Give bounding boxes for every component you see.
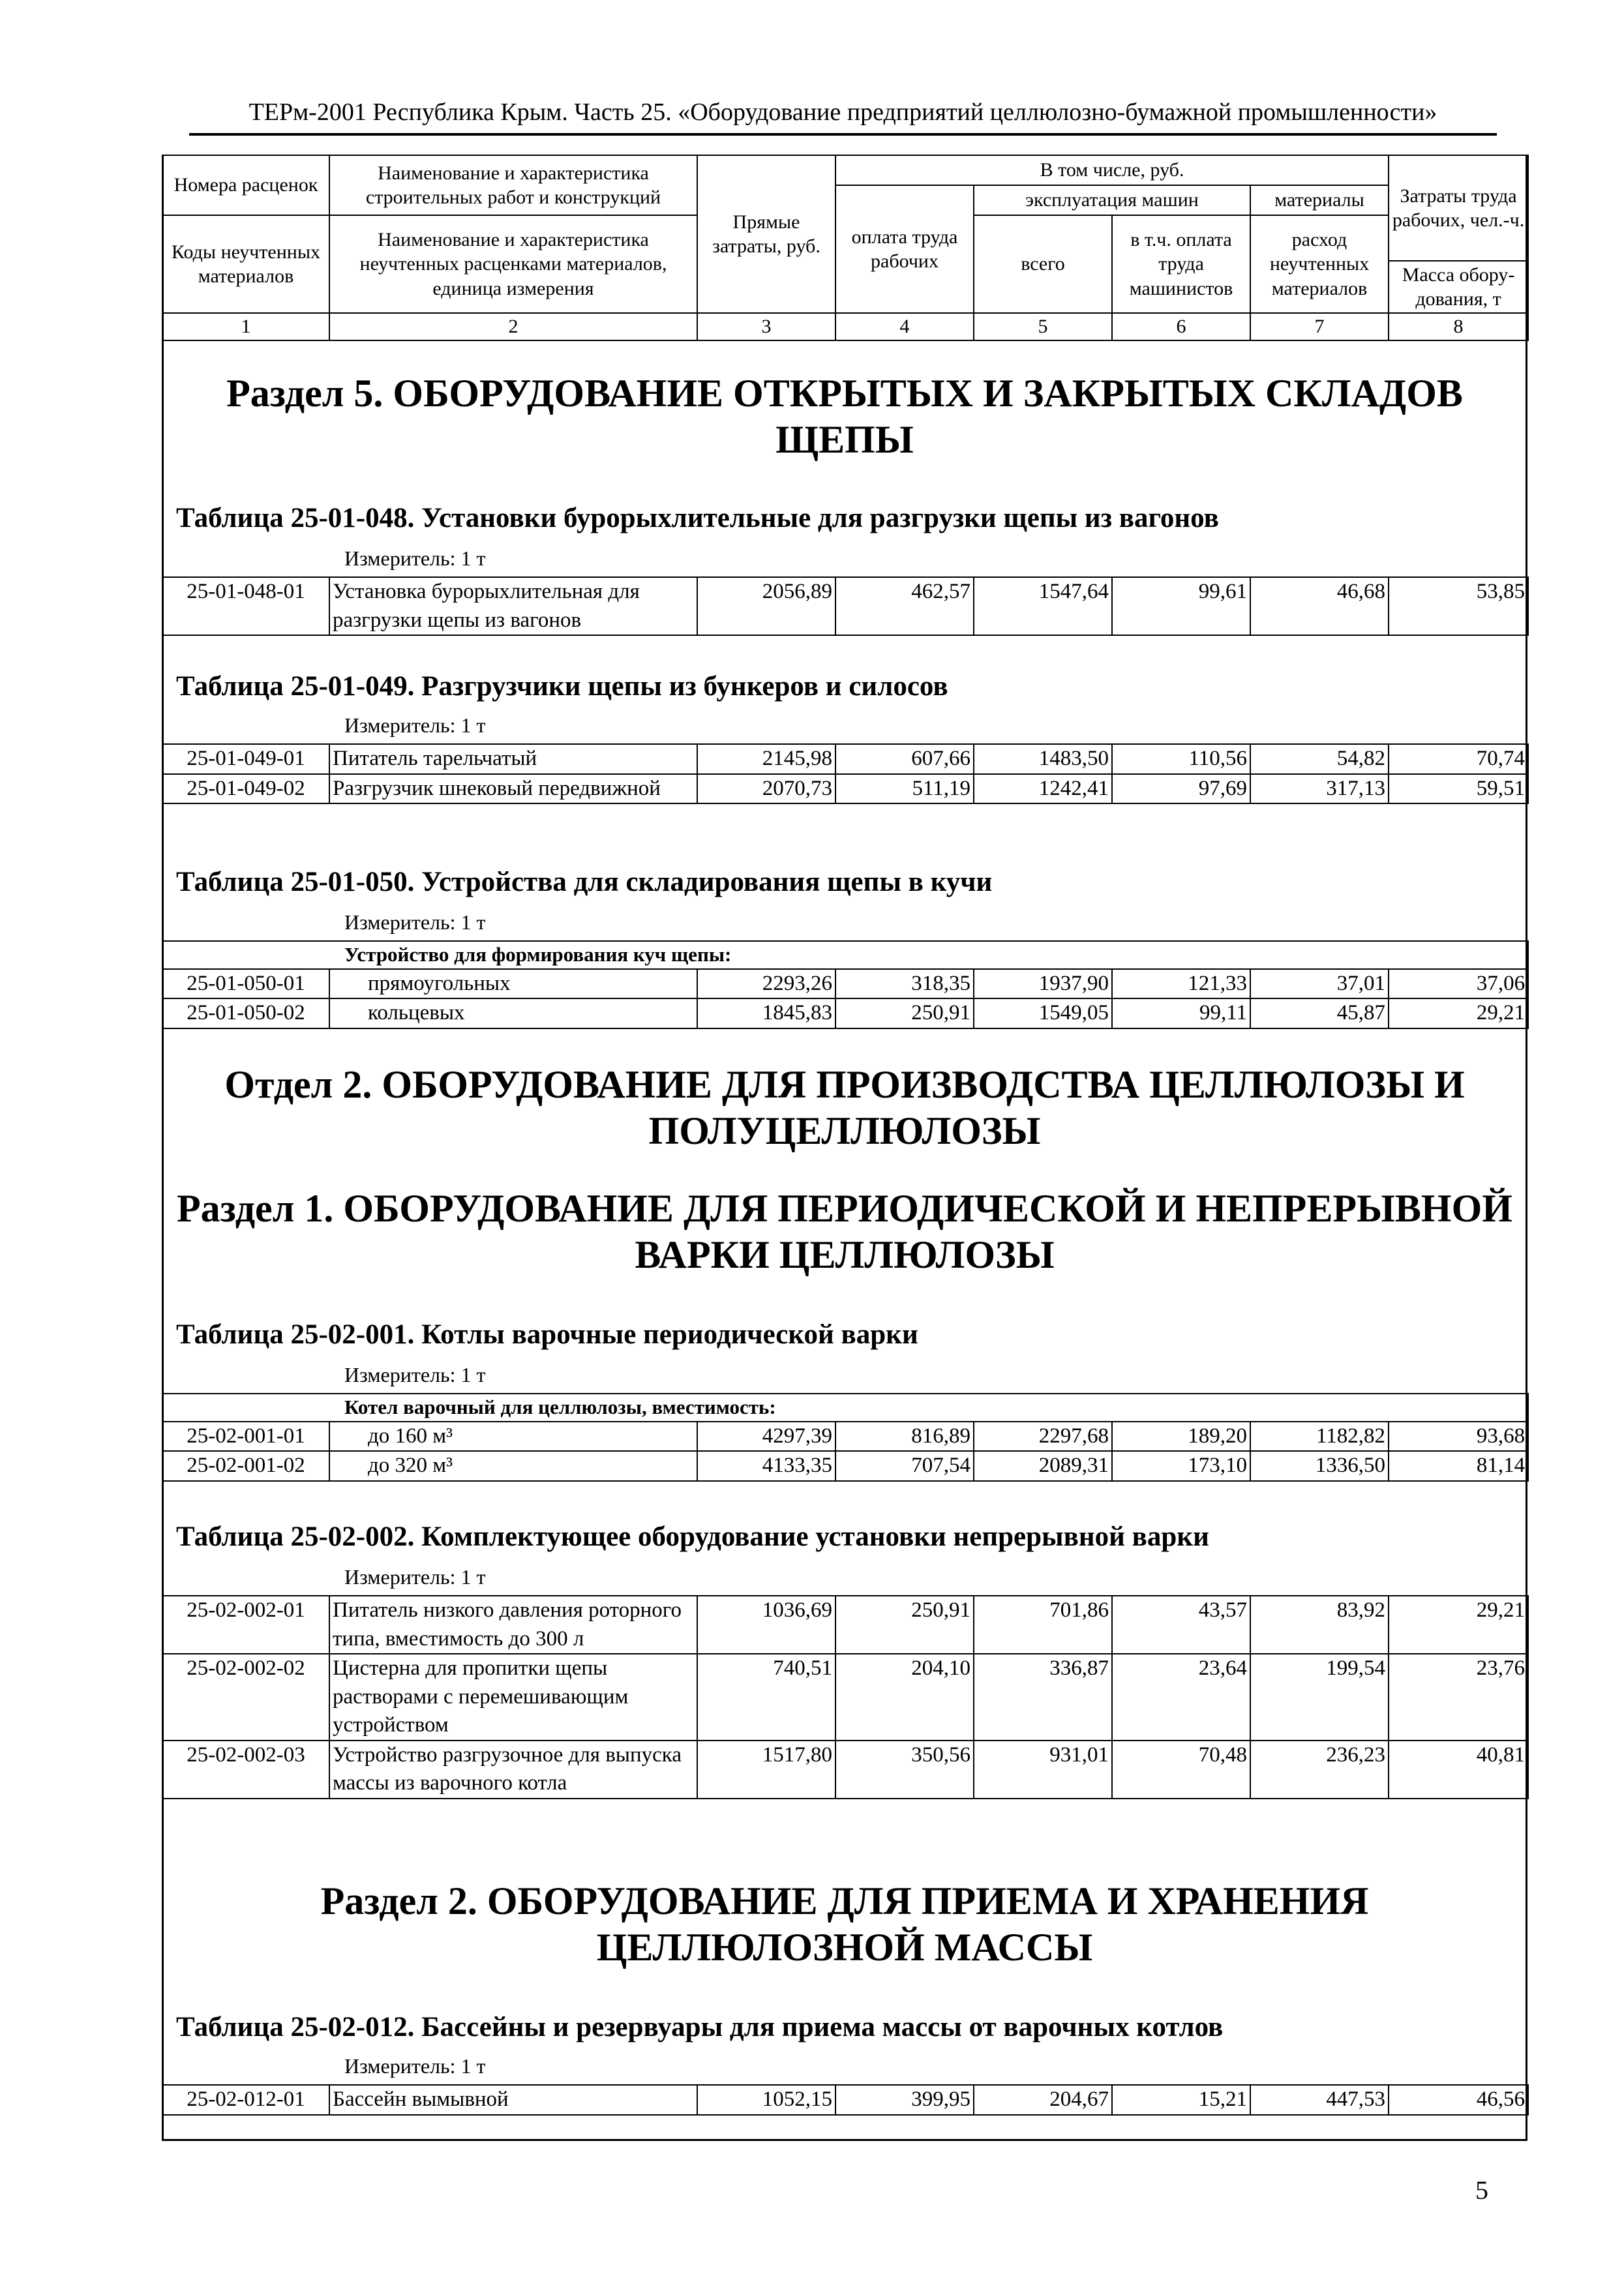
rates-table — [162, 940, 1529, 1029]
header-group: В том числе, руб. — [835, 155, 1389, 185]
header-col2-bottom: Наименование и характеристика неучтенных расценками материалов, единица измерения — [329, 215, 697, 313]
meter-label: Измеритель: 1 т — [344, 546, 486, 570]
meter-label: Измеритель: 1 т — [344, 713, 486, 737]
machinists-pay: 110,56 — [1112, 744, 1250, 774]
table-row — [162, 774, 1528, 804]
section-heading: Раздел 5. ОБОРУДОВАНИЕ ОТКРЫТЫХ И ЗАКРЫТЫХ СКЛАДОВ ЩЕПЫ — [226, 372, 1463, 461]
materials: 1182,82 — [1250, 1422, 1389, 1452]
table-row — [162, 969, 1528, 999]
header-col4: оплата труда рабочих — [835, 185, 974, 313]
rate-code: 25-01-049-01 — [162, 744, 329, 774]
labor-pay: 707,54 — [835, 1451, 974, 1481]
division-heading: Отдел 2. ОБОРУДОВАНИЕ ДЛЯ ПРОИЗВОДСТВА ЦЕЛЛЮЛОЗЫ И ПОЛУЦЕЛЛЮЛОЗЫ — [224, 1063, 1465, 1152]
column-header — [162, 155, 1529, 341]
rates-table — [162, 743, 1529, 804]
header-machines: эксплуатация машин — [974, 185, 1250, 215]
header-materials: материалы — [1250, 185, 1389, 215]
machines-total: 1549,05 — [974, 998, 1112, 1028]
labor-hours: 70,74 — [1389, 744, 1528, 774]
materials: 46,68 — [1250, 577, 1389, 635]
table-title: Таблица 25-01-050. Устройства для складирования щепы в кучи — [176, 867, 993, 897]
table-row — [162, 1451, 1528, 1481]
table-row — [162, 2085, 1528, 2115]
header-num: 2 — [329, 313, 697, 340]
materials: 45,87 — [1250, 998, 1389, 1028]
header-col8-bottom: Масса обору-дования, т — [1389, 261, 1528, 313]
header-num: 8 — [1389, 313, 1528, 340]
table-row — [162, 577, 1528, 635]
section-heading: Раздел 1. ОБОРУДОВАНИЕ ДЛЯ ПЕРИОДИЧЕСКОЙ И НЕПРЕРЫВНОЙ ВАРКИ ЦЕЛЛЮЛОЗЫ — [177, 1187, 1512, 1276]
direct-costs: 2145,98 — [697, 744, 835, 774]
rate-code: 25-02-001-02 — [162, 1451, 329, 1481]
machinists-pay: 99,11 — [1112, 998, 1250, 1028]
rate-name: Бассейн вымывной — [329, 2085, 697, 2115]
group-label: Котел варочный для целлюлозы, вместимость: — [162, 1394, 1528, 1422]
table-title: Таблица 25-01-048. Установки бурорыхлительные для разгрузки щепы из вагонов — [176, 503, 1219, 533]
machinists-pay: 70,48 — [1112, 1741, 1250, 1799]
table-title: Таблица 25-01-049. Разгрузчики щепы из бункеров и силосов — [176, 671, 948, 702]
materials: 447,53 — [1250, 2085, 1389, 2115]
rate-code: 25-01-050-02 — [162, 998, 329, 1028]
machines-total: 2089,31 — [974, 1451, 1112, 1481]
header-num: 1 — [162, 313, 329, 340]
rate-name: до 320 м³ — [329, 1451, 697, 1481]
labor-pay: 816,89 — [835, 1422, 974, 1452]
rates-table — [162, 1393, 1529, 1482]
materials: 37,01 — [1250, 969, 1389, 999]
rate-name: прямоугольных — [329, 969, 697, 999]
labor-pay: 350,56 — [835, 1741, 974, 1799]
header-num: 4 — [835, 313, 974, 340]
header-col1-bottom: Коды неучтенных материалов — [162, 215, 329, 313]
machines-total: 1937,90 — [974, 969, 1112, 999]
labor-hours: 81,14 — [1389, 1451, 1528, 1481]
rate-name: Разгрузчик шнековый передвижной — [329, 774, 697, 804]
rate-name: до 160 м³ — [329, 1422, 697, 1452]
header-col1-top: Номера расценок — [162, 155, 329, 215]
table-title: Таблица 25-02-012. Бассейны и резервуары для приема массы от варочных котлов — [176, 2012, 1224, 2042]
direct-costs: 1517,80 — [697, 1741, 835, 1799]
meter-label: Измеритель: 1 т — [344, 910, 486, 934]
labor-hours: 37,06 — [1389, 969, 1528, 999]
labor-pay: 462,57 — [835, 577, 974, 635]
machines-total: 1483,50 — [974, 744, 1112, 774]
labor-hours: 40,81 — [1389, 1741, 1528, 1799]
header-num: 6 — [1112, 313, 1250, 340]
materials: 83,92 — [1250, 1596, 1389, 1654]
direct-costs: 4297,39 — [697, 1422, 835, 1452]
table-row — [162, 1422, 1528, 1452]
rates-table — [162, 1595, 1529, 1799]
labor-pay: 511,19 — [835, 774, 974, 804]
table-row — [162, 744, 1528, 774]
direct-costs: 2070,73 — [697, 774, 835, 804]
labor-hours: 46,56 — [1389, 2085, 1528, 2115]
direct-costs: 1036,69 — [697, 1596, 835, 1654]
labor-pay: 607,66 — [835, 744, 974, 774]
machinists-pay: 99,61 — [1112, 577, 1250, 635]
rate-name: кольцевых — [329, 998, 697, 1028]
rates-table — [162, 576, 1529, 636]
machines-total: 701,86 — [974, 1596, 1112, 1654]
labor-pay: 204,10 — [835, 1654, 974, 1741]
materials: 54,82 — [1250, 744, 1389, 774]
machines-total: 2297,68 — [974, 1422, 1112, 1452]
machinists-pay: 43,57 — [1112, 1596, 1250, 1654]
labor-hours: 53,85 — [1389, 577, 1528, 635]
page-number: 5 — [1475, 2176, 1488, 2205]
materials: 236,23 — [1250, 1741, 1389, 1799]
labor-hours: 29,21 — [1389, 1596, 1528, 1654]
labor-pay: 318,35 — [835, 969, 974, 999]
rate-code: 25-01-050-01 — [162, 969, 329, 999]
labor-hours: 59,51 — [1389, 774, 1528, 804]
direct-costs: 2056,89 — [697, 577, 835, 635]
machinists-pay: 15,21 — [1112, 2085, 1250, 2115]
machines-total: 931,01 — [974, 1741, 1112, 1799]
table-row — [162, 1741, 1528, 1799]
direct-costs: 2293,26 — [697, 969, 835, 999]
labor-hours: 29,21 — [1389, 998, 1528, 1028]
header-num: 5 — [974, 313, 1112, 340]
header-col5: всего — [974, 215, 1112, 313]
machines-total: 1242,41 — [974, 774, 1112, 804]
table-title: Таблица 25-02-001. Котлы варочные периодической варки — [176, 1319, 918, 1350]
machines-total: 204,67 — [974, 2085, 1112, 2115]
labor-pay: 250,91 — [835, 998, 974, 1028]
rate-code: 25-02-001-01 — [162, 1422, 329, 1452]
rate-code: 25-01-048-01 — [162, 577, 329, 635]
rate-code: 25-01-049-02 — [162, 774, 329, 804]
rate-code: 25-02-002-02 — [162, 1654, 329, 1741]
rates-table — [162, 2084, 1529, 2116]
labor-pay: 399,95 — [835, 2085, 974, 2115]
machinists-pay: 121,33 — [1112, 969, 1250, 999]
materials: 199,54 — [1250, 1654, 1389, 1741]
header-num: 3 — [697, 313, 835, 340]
direct-costs: 740,51 — [697, 1654, 835, 1741]
materials: 1336,50 — [1250, 1451, 1389, 1481]
direct-costs: 1052,15 — [697, 2085, 835, 2115]
table-row — [162, 1654, 1528, 1741]
group-row — [162, 1394, 1528, 1422]
machinists-pay: 23,64 — [1112, 1654, 1250, 1741]
group-label: Устройство для формирования куч щепы: — [162, 941, 1528, 969]
header-num: 7 — [1250, 313, 1389, 340]
table-title: Таблица 25-02-002. Комплектующее оборудование установки непрерывной варки — [176, 1521, 1209, 1552]
rate-name: Установка бурорыхлительная для разгрузки щепы из вагонов — [329, 577, 697, 635]
header-col8-top: Затраты труда рабочих, чел.-ч. — [1389, 155, 1528, 261]
header-col7: расход неучтенных материалов — [1250, 215, 1389, 313]
rate-name: Питатель тарельчатый — [329, 744, 697, 774]
labor-hours: 23,76 — [1389, 1654, 1528, 1741]
rate-code: 25-02-012-01 — [162, 2085, 329, 2115]
machinists-pay: 97,69 — [1112, 774, 1250, 804]
machinists-pay: 189,20 — [1112, 1422, 1250, 1452]
direct-costs: 4133,35 — [697, 1451, 835, 1481]
table-row — [162, 998, 1528, 1028]
meter-label: Измеритель: 1 т — [344, 1363, 486, 1386]
meter-label: Измеритель: 1 т — [344, 1565, 486, 1589]
machinists-pay: 173,10 — [1112, 1451, 1250, 1481]
header-col6: в т.ч. оплата труда машинистов — [1112, 215, 1250, 313]
rate-name: Устройство разгрузочное для выпуска массы из варочного котла — [329, 1741, 697, 1799]
labor-hours: 93,68 — [1389, 1422, 1528, 1452]
header-col3: Прямые затраты, руб. — [697, 155, 835, 313]
table-row — [162, 1596, 1528, 1654]
running-head: ТЕРм-2001 Республика Крым. Часть 25. «Оборудование предприятий целлюлозно-бумажной промышленности» — [189, 98, 1497, 136]
rate-name: Цистерна для пропитки щепы растворами с перемешивающим устройством — [329, 1654, 697, 1741]
materials: 317,13 — [1250, 774, 1389, 804]
header-col2-top: Наименование и характеристика строительных работ и конструкций — [329, 155, 697, 215]
labor-pay: 250,91 — [835, 1596, 974, 1654]
meter-label: Измеритель: 1 т — [344, 2054, 486, 2078]
rate-code: 25-02-002-01 — [162, 1596, 329, 1654]
machines-total: 336,87 — [974, 1654, 1112, 1741]
direct-costs: 1845,83 — [697, 998, 835, 1028]
rate-name: Питатель низкого давления роторного типа, вместимость до 300 л — [329, 1596, 697, 1654]
rate-code: 25-02-002-03 — [162, 1741, 329, 1799]
section-heading: Раздел 2. ОБОРУДОВАНИЕ ДЛЯ ПРИЕМА И ХРАНЕНИЯ ЦЕЛЛЮЛОЗНОЙ МАССЫ — [320, 1879, 1369, 1969]
group-row — [162, 941, 1528, 969]
machines-total: 1547,64 — [974, 577, 1112, 635]
